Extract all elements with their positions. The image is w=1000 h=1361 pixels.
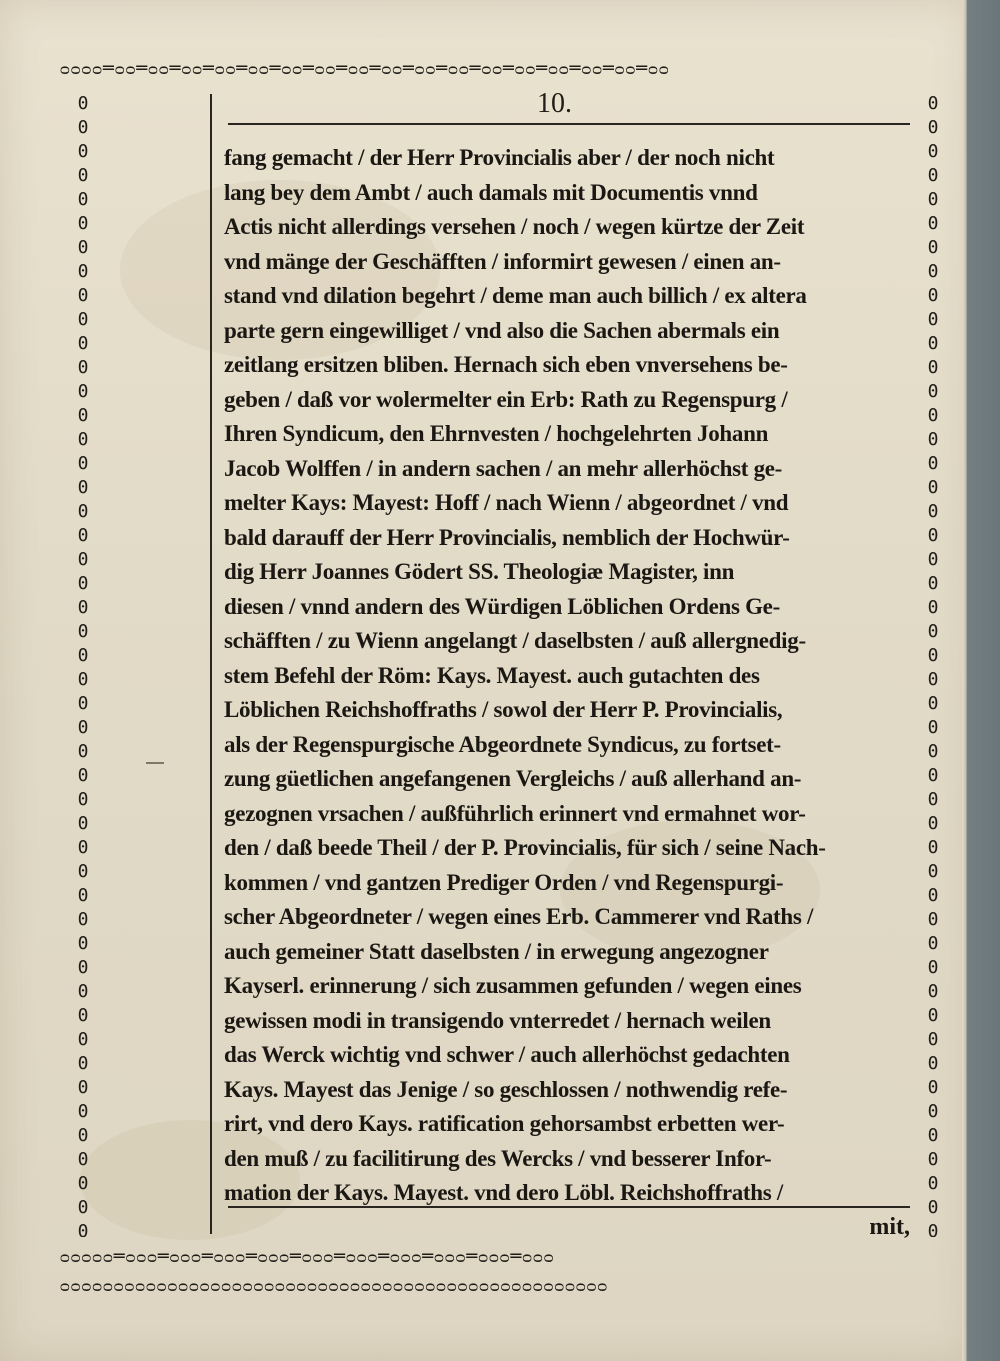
text-line: gewissen modi in transigendo vnterredet / hernach weilen [224, 1007, 771, 1033]
text-line: Actis nicht allerdings versehen / noch / wegen kürtze der Zeit [224, 214, 805, 239]
text-line: stem Befehl der Röm: Kays. Mayest. auch gutachten des [224, 662, 760, 688]
text-line: diesen / vnnd andern des Würdigen Löblichen Ordens Ge- [224, 593, 780, 619]
text-line: rirt, vnd dero Kays. ratification gehorsambst erbetten wer- [224, 1111, 785, 1136]
text-line: dig Herr Joannes Gödert SS. Theologiæ Magister, inn [224, 559, 735, 584]
bottom-ornament-band-2: ᴑᴑᴑᴑᴑᴑᴑᴑᴑᴑᴑᴑᴑᴑᴑᴑᴑᴑᴑᴑᴑᴑᴑᴑᴑᴑᴑᴑᴑᴑᴑᴑᴑᴑᴑᴑᴑᴑᴑᴑᴑᴑᴑᴑᴑᴑᴑᴑᴑᴑᴑ [60, 1275, 609, 1296]
text-line: bald darauff der Herr Provincialis, nemblich der Hochwür- [224, 524, 790, 550]
left-ornament-column: 0 0 0 0 0 0 0 0 0 0 0 0 0 0 0 0 0 0 0 0 0 0 0 0 0 0 0 0 0 0 0 0 0 0 0 0 0 0 0 0 0 0 0 0 0 0 0 0 [77, 93, 89, 1237]
text-line: schäfften / zu Wienn angelangt / daselbsten / auß allergnedig- [224, 628, 806, 653]
text-line: vnd mänge der Geschäfften / informirt gewesen / einen an- [224, 248, 781, 274]
text-line: Löblichen Reichshoffraths / sowol der Herr P. Provincialis, [224, 697, 783, 722]
top-ornament-band: ᴑᴑᴑᴑ═ᴑᴑ═ᴑᴑ═ᴑᴑ═ᴑᴑ═ᴑᴑ═ᴑᴑ═ᴑᴑ═ᴑᴑ═ᴑᴑ═ᴑᴑ═ᴑᴑ═ᴑᴑ═ᴑᴑ═ᴑᴑ═ᴑᴑ═ᴑᴑ═ᴑᴑ [60, 58, 670, 79]
text-line: fang gemacht / der Herr Provincialis aber / der noch nicht [224, 145, 775, 170]
text-line: geben / daß vor wolermelter ein Erb: Rath zu Regenspurg / [224, 386, 788, 412]
text-line: als der Regenspurgische Abgeordnete Syndicus, zu fortset- [224, 731, 781, 757]
left-vertical-rule [210, 94, 212, 1234]
text-line: mation der Kays. Mayest. vnd dero Löbl. Reichshoffraths / [224, 1180, 783, 1205]
text-line: das Werck wichtig vnd schwer / auch allerhöchst gedachten [224, 1042, 790, 1067]
text-line: Kayserl. erinnerung / sich zusammen gefunden / wegen eines [224, 973, 802, 998]
bottom-ornament-band-1: ᴑᴑᴑᴑᴑ═ᴑᴑᴑ═ᴑᴑᴑ═ᴑᴑᴑ═ᴑᴑᴑ═ᴑᴑᴑ═ᴑᴑᴑ═ᴑᴑᴑ═ᴑᴑᴑ═ᴑᴑᴑ═ᴑᴑᴑ [60, 1246, 555, 1267]
catchword: mit, [869, 1214, 910, 1240]
top-text-rule [228, 123, 910, 125]
page-number: 10. [537, 88, 572, 119]
text-line: zung güetlichen angefangenen Vergleichs / auß allerhand an- [224, 766, 802, 791]
text-line: Jacob Wolffen / in andern sachen / an mehr allerhöchst ge- [224, 455, 783, 481]
text-line: scher Abgeordneter / wegen eines Erb. Cammerer vnd Raths / [224, 904, 814, 929]
right-ornament-column: 0 0 0 0 0 0 0 0 0 0 0 0 0 0 0 0 0 0 0 0 0 0 0 0 0 0 0 0 0 0 0 0 0 0 0 0 0 0 0 0 0 0 0 0 0 0 0 0 [927, 93, 939, 1237]
text-line: gezognen vrsachen / außführlich erinnert vnd ermahnet wor- [224, 800, 806, 826]
text-line: stand vnd dilation begehrt / deme man auch billich / ex altera [224, 283, 807, 308]
text-line: melter Kays: Mayest: Hoff / nach Wienn / abgeordnet / vnd [224, 490, 789, 515]
text-block [224, 141, 912, 1205]
page-edge [962, 0, 1000, 1361]
text-line: den muß / zu facilitirung des Wercks / vnd besserer Infor- [224, 1145, 772, 1171]
text-line: lang bey dem Ambt / auch damals mit Documentis vnnd [224, 179, 758, 205]
text-line: auch gemeiner Statt daselbsten / in erwegung angezogner [224, 938, 769, 964]
text-line: kommen / vnd gantzen Prediger Orden / vnd Regenspurgi- [224, 869, 784, 895]
text-line: parte gern eingewilliget / vnd also die Sachen abermals ein [224, 317, 780, 343]
text-line: den / daß beede Theil / der P. Provincialis, für sich / seine Nach- [224, 835, 826, 860]
margin-mark [146, 762, 164, 764]
text-line: Kays. Mayest das Jenige / so geschlossen / nothwendig refe- [224, 1076, 788, 1102]
text-line: Ihren Syndicum, den Ehrnvesten / hochgelehrten Johann [224, 421, 769, 446]
text-line: zeitlang ersitzen bliben. Hernach sich eben vnversehens be- [224, 352, 788, 377]
